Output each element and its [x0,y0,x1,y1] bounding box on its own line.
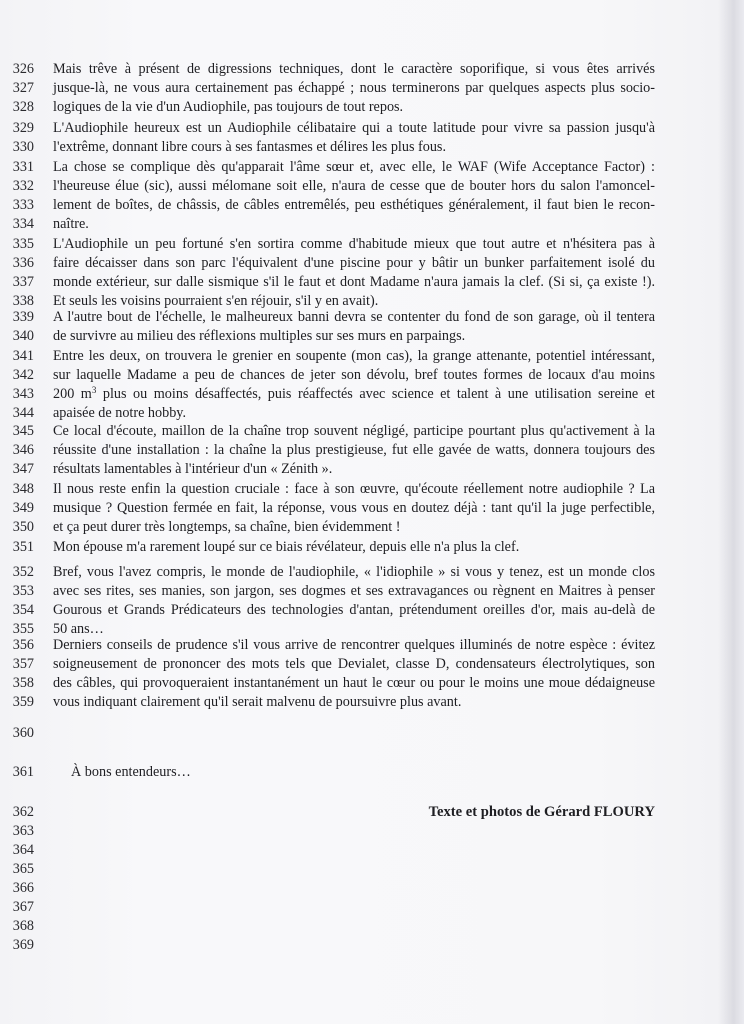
text-line [0,422,744,441]
line-number: 360 [12,725,34,741]
text-line [0,518,744,537]
line-number: 359 [12,694,34,710]
paragraph [0,235,744,311]
line-number: 333 [12,197,34,213]
line-number: 349 [12,500,34,516]
text-line [0,385,744,404]
line-text: Mais trêve à présent de digressions techniques, dont le caractère soporifique, si vous êtes arrivés [53,61,655,77]
text-line [0,308,744,327]
line-text: A l'autre bout de l'échelle, le malheureux banni devra se contenter du fond de son garage, où il tentera [53,309,655,325]
text-line [0,215,744,234]
paragraph [0,563,744,639]
superscript: 3 [91,385,97,395]
line-text: Il nous reste enfin la question cruciale : face à son œuvre, qu'écoute réellement notre audiophile ? La [53,481,655,497]
line-number: 331 [12,159,34,175]
paragraph [0,538,744,557]
paragraph [0,119,744,157]
text-line [0,177,744,196]
text-line [0,404,744,423]
line-number: 357 [12,656,34,672]
paragraph [0,308,744,346]
line-text: des câbles, qui provoqueraient instantanément un haut le cœur ou pour le moins une moue dédaigneuse [53,675,655,691]
line-text: 200 $m^3$ plus ou moins désaffectés, puis réaffectés avec science et talent à une utilisation sereine et [53,385,655,402]
text-line [0,158,744,177]
line-number: 363 [12,823,34,839]
line-number: 367 [12,899,34,915]
line-text: logiques de la vie d'un Audiophile, pas toujours de tout repos. [53,99,404,115]
line-number: 369 [12,937,34,953]
paragraph [0,422,744,479]
line-text: apaisée de notre hobby. [53,405,187,421]
text-line [0,499,744,518]
line-number: 350 [12,519,34,535]
text-line [0,636,744,655]
line-number: 365 [12,861,34,877]
line-text: La chose se complique dès qu'apparait l'âme sœur et, avec elle, le WAF (Wife Acceptance Factor) : [53,159,655,175]
line-number: 340 [12,328,34,344]
line-number: 361 [12,764,34,780]
line-number: 341 [12,348,34,364]
line-number: 358 [12,675,34,691]
line-number: 337 [12,274,34,290]
line-number: 335 [12,236,34,252]
text-line [0,366,744,385]
line-text: Derniers conseils de prudence s'il vous arrive de rencontrer quelques illuminés de notre espèce : évitez [53,637,655,653]
line-text: Mon épouse m'a rarement loupé sur ce biais révélateur, depuis elle n'a plus la clef. [53,539,520,555]
text-line [0,655,744,674]
text-line [0,79,744,98]
line-number: 352 [12,564,34,580]
text-line [0,563,744,582]
line-number: 348 [12,481,34,497]
line-text: l'extrême, donnant libre cours à ses fantasmes et délires les plus fous. [53,139,446,155]
line-text: l'heureuse élue (sic), aussi mélomane soit elle, n'aura de cesse que de bouter hors du salon l'amoncel- [53,178,655,194]
line-number: 343 [12,386,34,402]
paragraph [0,480,744,537]
line-text: réussite d'une installation : la chaîne la plus prestigieuse, fut elle gavée de watts, donnera toujours des [53,442,655,458]
line-text: Entre les deux, on trouvera le grenier en soupente (mon cas), la grange attenante, potentiel intéressant, [53,348,655,364]
text-line [0,538,744,557]
line-text: L'Audiophile heureux est un Audiophile célibataire qui a toute latitude pour vivre sa passion jusqu'à [53,120,655,136]
line-number: 342 [12,367,34,383]
text-line [0,327,744,346]
line-number: 368 [12,918,34,934]
line-text: résultats lamentables à l'intérieur d'un « Zénith ». [53,461,333,477]
line-number: 336 [12,255,34,271]
text-line [0,254,744,273]
text-line [0,674,744,693]
line-text: naître. [53,216,89,232]
text-line [0,480,744,499]
line-number: 346 [12,442,34,458]
line-number: 355 [12,621,34,637]
text-line [0,460,744,479]
line-text: jusque-là, ne vous aura certainement pas échappé ; nous terminerons par quelques aspects plus socio- [53,80,655,96]
text-line [0,119,744,138]
line-text: Gourous et Grands Prédicateurs des technologies d'antan, prétendument oreilles d'or, mais au-delà de [53,602,655,618]
line-number: 351 [12,539,34,555]
line-text: et ça peut durer très longtemps, sa chaîne, bien évidemment ! [53,519,401,535]
text-line [0,347,744,366]
line-text: musique ? Question fermée en fait, la réponse, vous vous en doutez déjà : tant qu'il la juge perfectible, [53,500,655,516]
line-text: monde extérieur, sur dalle sismique s'il le faut et dont Madame n'aura jamais la clef. (Si si, ça existe !). [53,274,655,290]
text-line [0,138,744,157]
line-number: 334 [12,216,34,232]
line-number: 353 [12,583,34,599]
line-text: Et seuls les voisins pourraient s'en réjouir, s'il y en avait). [53,293,379,309]
line-text: lement de boîtes, de châssis, de câbles entremêlés, peu esthétiques généralement, il faut bien le recon- [53,197,655,213]
line-number: 356 [12,637,34,653]
paragraph [0,347,744,423]
paragraph [0,158,744,234]
text-line [0,601,744,620]
line-number: 366 [12,880,34,896]
line-number: 347 [12,461,34,477]
text-line [0,273,744,292]
text-line [0,98,744,117]
line-text: avec ses rites, ses manies, son jargon, ses dogmes et ses extravagances ou règnent en Maitres à penser [53,583,655,599]
line-text: L'Audiophile un peu fortuné s'en sortira comme d'habitude mieux que tout autre et n'hésitera pas à [53,236,655,252]
text-line [0,693,744,712]
line-text: Ce local d'écoute, maillon de la chaîne trop souvent négligé, participe pourtant plus qu'activement à la [53,423,655,439]
line-number: 364 [12,842,34,858]
line-text: sur laquelle Madame a peu de chances de jeter son dévolu, bref toutes formes de locaux d'au moins [53,367,655,383]
line-number: 362 [12,804,34,820]
line-text: soigneusement de prononcer des mots tels que Devialet, classe D, condensateurs électrolytiques, son [53,656,655,672]
line-text: vous indiquant clairement qu'il serait malvenu de poursuivre plus avant. [53,694,462,710]
author-signature-line: Texte et photos de Gérard FLOURY [428,804,655,820]
line-text: faire décaisser dans son parc l'équivalent d'une piscine pour y bâtir un bunker parfaitement isolé du [53,255,655,271]
line-text: Bref, vous l'avez compris, le monde de l'audiophile, « l'idiophile » si vous y tenez, est un monde clos [53,564,655,580]
line-number: 332 [12,178,34,194]
line-number: 338 [12,293,34,309]
line-text: de survivre au milieu des réflexions multiples sur ses murs en parpaings. [53,328,466,344]
line-number: 328 [12,99,34,115]
closing-phrase: À bons entendeurs… [71,764,191,780]
paragraph [0,60,744,117]
line-text: 50 ans… [53,621,104,637]
line-number: 327 [12,80,34,96]
text-line [0,196,744,215]
text-line [0,235,744,254]
line-number: 354 [12,602,34,618]
line-number: 339 [12,309,34,325]
paragraph [0,636,744,712]
text-line [0,441,744,460]
text-line [0,582,744,601]
line-number: 326 [12,61,34,77]
line-number: 330 [12,139,34,155]
line-number: 345 [12,423,34,439]
line-number: 329 [12,120,34,136]
text-line [0,60,744,79]
line-number: 344 [12,405,34,421]
